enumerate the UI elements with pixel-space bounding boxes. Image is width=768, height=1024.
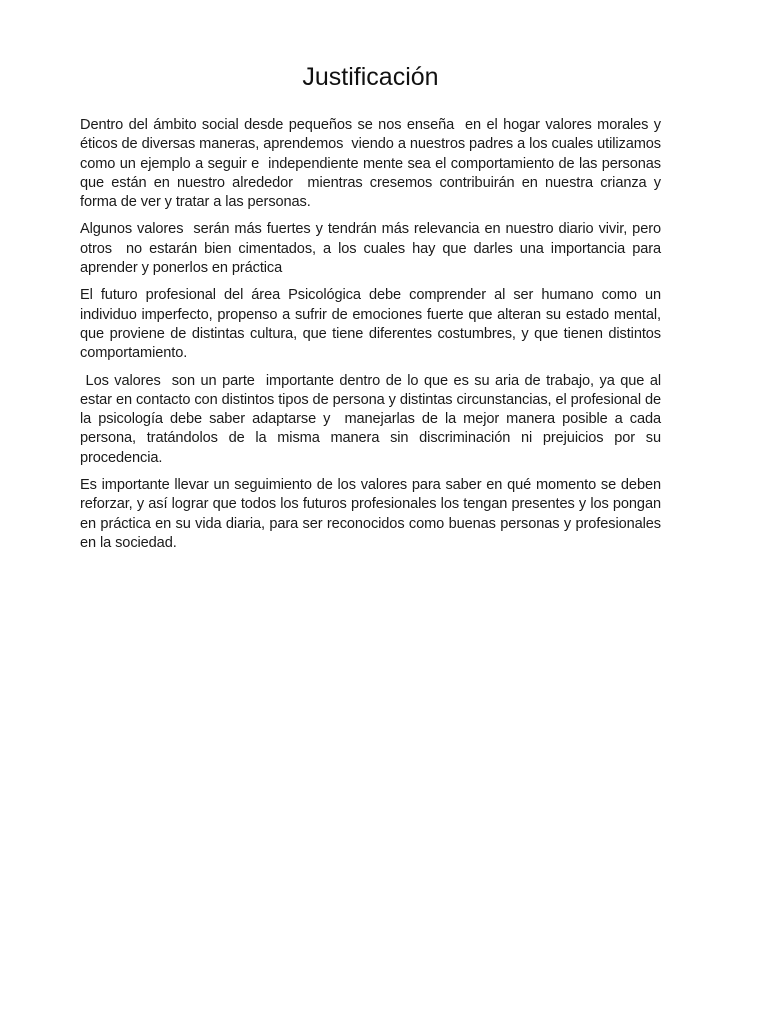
paragraph-4: Los valores son un parte importante dentro de lo que es su aria de trabajo, ya que al estar en contacto con distintos tipos de persona y distintas circunstancias, el profesional de la psicología debe saber adaptarse y manejarlas de la mejor manera posible a cada persona, tratándolos de la misma manera sin discriminación ni prejuicios por su procedencia. — [80, 372, 665, 466]
paragraph-5: Es importante llevar un seguimiento de los valores para saber en qué momento se deben reforzar, y así lograr que todos los futuros profesionales los tengan presentes y los pongan en práctica en su vida diaria, para ser reconocidos como buenas personas y profesionales en la sociedad. — [80, 477, 669, 551]
document-title: Justificación — [302, 63, 439, 91]
paragraph-3: El futuro profesional del área Psicológica debe comprender al ser humano como un individuo imperfecto, propenso a sufrir de emociones fuerte que alteran su estado mental, que proviene de distintas cultura, que tiene diferentes costumbres, y que tienen distintos comportamiento. — [80, 287, 669, 362]
document-page — [80, 62, 669, 561]
paragraph-1: Dentro del ámbito social desde pequeños se nos enseña en el hogar valores morales y éticos de diversas maneras, aprendemos viendo a nuestros padres a los cuales utilizamos como un ejemplo a seguir e independiente mente sea el comportamiento de las personas que están en nuestro alrededor mientras cresemos contribuirán en nuestra crianza y forma de ver y tratar a las personas. — [80, 117, 665, 211]
paragraph-2: Algunos valores serán más fuertes y tendrán más relevancia en nuestro diario vivir, pero otros no estarán bien cimentados, a los cuales hay que darles una importancia para aprender y ponerlos en práctica — [80, 221, 665, 277]
